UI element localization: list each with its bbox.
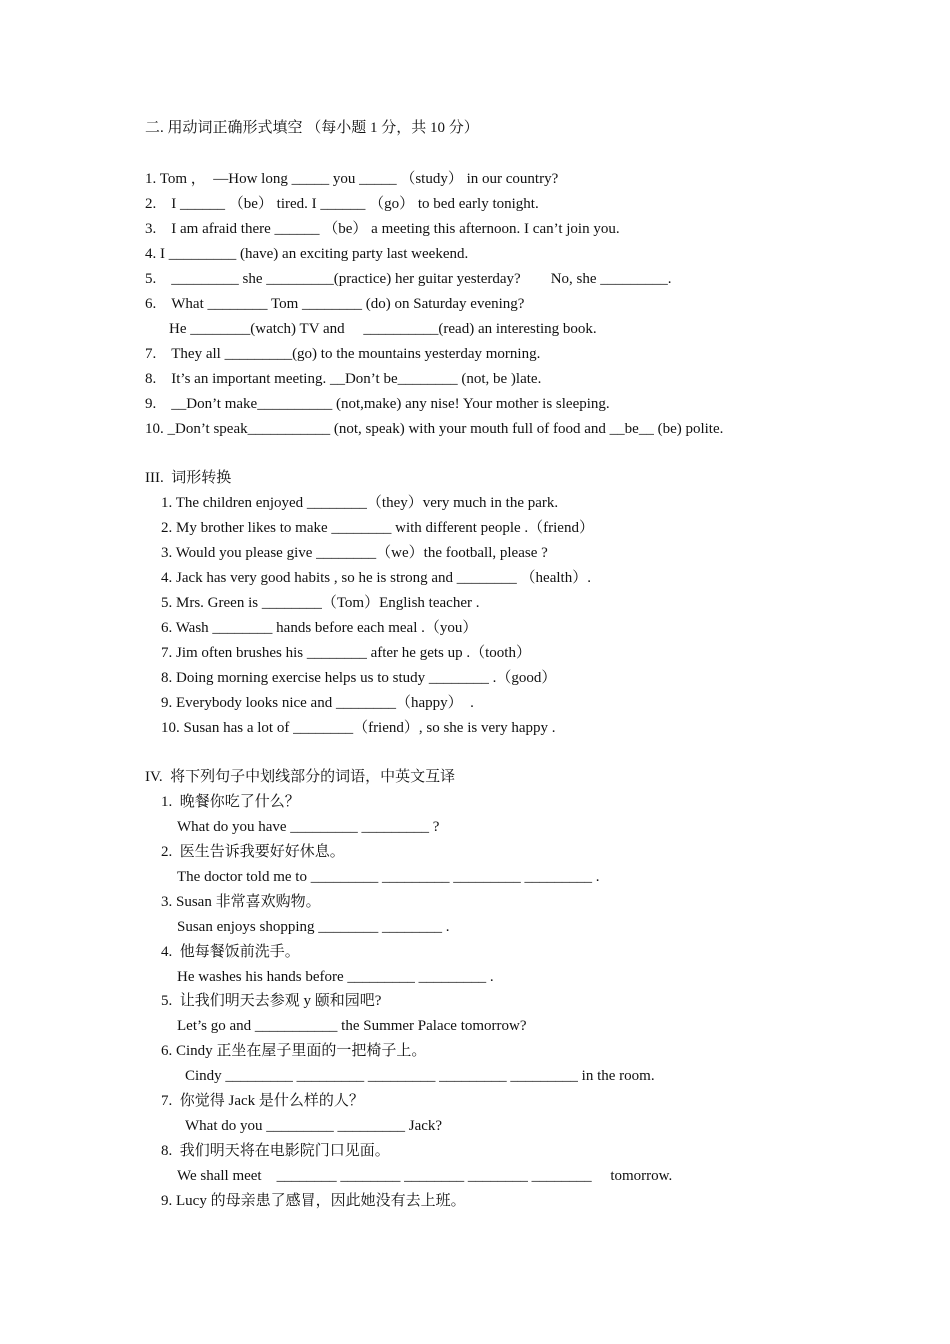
section-4-item-4-prompt: 4. 他每餐饭前洗手。 — [161, 944, 300, 960]
section-2-item-6-continued: He ________(watch) TV and __________(read) an interesting book. — [169, 321, 597, 337]
section-2-item-2: 2. I ______ （be） tired. I ______ （go） to bed early tonight. — [145, 196, 539, 212]
section-2-heading: 二. 用动词正确形式填空 （每小题 1 分，共 10 分） — [145, 120, 479, 136]
section-2-item-10: 10. _Don’t speak___________ (not, speak) with your mouth full of food and __be__ (be) polite. — [145, 421, 724, 437]
section-3-item-7: 7. Jim often brushes his ________ after he gets up .（tooth） — [161, 645, 531, 661]
section-4-item-1-answer: What do you have _________ _________ ? — [177, 819, 440, 835]
section-4-item-6-prompt: 6. Cindy 正坐在屋子里面的一把椅子上。 — [161, 1043, 427, 1059]
section-4-item-9-prompt: 9. Lucy 的母亲患了感冒，因此她没有去上班。 — [161, 1193, 466, 1209]
section-3-item-2: 2. My brother likes to make ________ with different people .（friend） — [161, 520, 594, 536]
section-4-item-3-answer: Susan enjoys shopping ________ ________ . — [177, 919, 450, 935]
section-4-item-8-answer: We shall meet ________ ________ ________ ________ ________ tomorrow. — [177, 1168, 673, 1184]
section-3-item-9: 9. Everybody looks nice and ________（happy） . — [161, 695, 474, 711]
section-3-item-1: 1. The children enjoyed ________（they）very much in the park. — [161, 495, 559, 511]
section-4-item-7-prompt: 7. 你觉得 Jack 是什么样的人？ — [161, 1093, 364, 1109]
section-2-item-5: 5. _________ she _________(practice) her guitar yesterday? No, she _________. — [145, 271, 672, 287]
section-2-item-7: 7. They all _________(go) to the mountains yesterday morning. — [145, 346, 541, 362]
section-4-item-8-prompt: 8. 我们明天将在电影院门口见面。 — [161, 1143, 390, 1159]
section-4-item-7-answer: What do you _________ _________ Jack? — [185, 1118, 443, 1134]
section-4-heading: IV. 将下列句子中划线部分的词语，中英文互译 — [145, 769, 456, 785]
section-2-item-8: 8. It’s an important meeting. __Don’t be________ (not, be )late. — [145, 371, 542, 387]
section-4-item-2-answer: The doctor told me to _________ _________ _________ _________ . — [177, 869, 600, 885]
section-2-item-9: 9. __Don’t make__________ (not,make) any nise! Your mother is sleeping. — [145, 396, 610, 412]
section-4-item-3-prompt: 3. Susan 非常喜欢购物。 — [161, 894, 321, 910]
section-3-item-4: 4. Jack has very good habits , so he is strong and ________ （health）. — [161, 570, 591, 586]
section-4-item-2-prompt: 2. 医生告诉我要好好休息。 — [161, 844, 345, 860]
section-2-item-6: 6. What ________ Tom ________ (do) on Saturday evening? — [145, 296, 525, 312]
section-3-item-8: 8. Doing morning exercise helps us to study ________ .（good） — [161, 670, 557, 686]
section-4-item-5-prompt: 5. 让我们明天去参观 y 颐和园吧? — [161, 993, 382, 1009]
section-2-item-4: 4. I _________ (have) an exciting party last weekend. — [145, 246, 469, 262]
section-3-item-6: 6. Wash ________ hands before each meal .（you） — [161, 620, 478, 636]
section-4-item-1-prompt: 1. 晚餐你吃了什么？ — [161, 794, 300, 810]
section-3-heading: III. 词形转换 — [145, 470, 232, 486]
section-3-item-10: 10. Susan has a lot of ________（friend）, so she is very happy . — [161, 720, 556, 736]
section-3-item-5: 5. Mrs. Green is ________（Tom）English teacher . — [161, 595, 480, 611]
section-2-item-3: 3. I am afraid there ______ （be） a meeting this afternoon. I can’t join you. — [145, 221, 620, 237]
section-4-item-5-answer: Let’s go and ___________ the Summer Palace tomorrow? — [177, 1018, 527, 1034]
section-2-item-1: 1. Tom ， —How long _____ you _____ （study） in our country? — [145, 171, 559, 187]
section-4-item-4-answer: He washes his hands before _________ _________ . — [177, 969, 494, 985]
section-3-item-3: 3. Would you please give ________（we）the football, please ? — [161, 545, 548, 561]
section-4-item-6-answer: Cindy _________ _________ _________ _________ _________ in the room. — [185, 1068, 655, 1084]
